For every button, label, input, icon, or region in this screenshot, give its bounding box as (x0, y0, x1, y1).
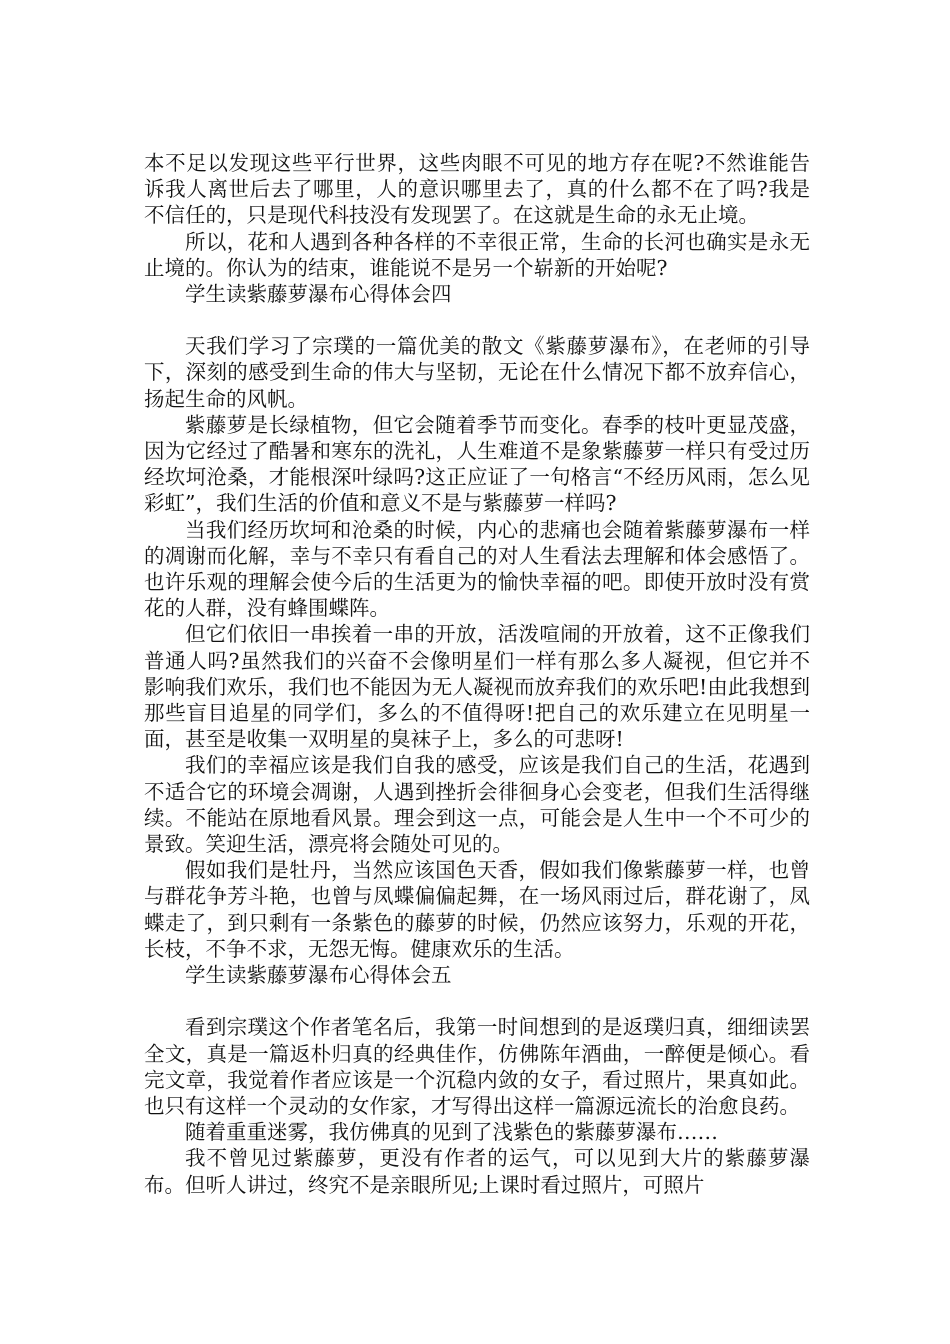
paragraph-continuation: 本不足以发现这些平行世界，这些肉眼不可见的地方存在呢?不然谁能告诉我人离世后去了哪里，人的意识哪里去了，真的什么都不在了吗?我是不信任的，只是现代科技没有发现罢了。在这就是生命的永无止境。 (144, 151, 810, 228)
paragraph: 我们的幸福应该是我们自我的感受，应该是我们自己的生活，花遇到不适合它的环境会凋谢，人遇到挫折会徘徊身心会变老，但我们生活得继续。不能站在原地看风景。理会到这一点，可能会是人生中一个不可少的景致。笑迎生活，漂亮将会随处可见的。 (144, 753, 810, 857)
blank-line (144, 307, 810, 333)
paragraph: 假如我们是牡丹，当然应该国色天香，假如我们像紫藤萝一样，也曾与群花争芳斗艳，也曾与凤蝶偏偏起舞，在一场风雨过后，群花谢了，凤蝶走了，到只剩有一条紫色的藤萝的时候，仍然应该努力，乐观的开花，长枝，不争不求，无怨无悔。健康欢乐的生活。 (144, 858, 810, 961)
blank-line (144, 988, 810, 1014)
paragraph: 随着重重迷雾，我仿佛真的见到了浅紫色的紫藤萝瀑布…… (185, 1120, 718, 1145)
document-page (144, 150, 810, 1198)
section-heading-four: 学生读紫藤萝瀑布心得体会四 (185, 282, 452, 307)
paragraph: 紫藤萝是长绿植物，但它会随着季节而变化。春季的枝叶更显茂盛，因为它经过了酷暑和寒东的洗礼，人生难道不是象紫藤萝一样只有受过历经坎坷沧桑，才能根深叶绿吗?这正应证了一句格言“不经历风雨，怎么见彩虹”，我们生活的价值和意义不是与紫藤萝一样吗? (144, 412, 810, 516)
paragraph: 但它们依旧一串挨着一串的开放，活泼喧闹的开放着，这不正像我们普通人吗?虽然我们的兴奋不会像明星们一样有那么多人凝视，但它并不影响我们欢乐，我们也不能因为无人凝视而放弃我们的欢乐吧!由此我想到那些盲目追星的同学们，多么的不值得呀!把自己的欢乐建立在见明星一面，甚至是收集一双明星的臭袜子上，多么的可悲呀! (144, 622, 810, 752)
paragraph: 天我们学习了宗璞的一篇优美的散文《紫藤萝瀑布》，在老师的引导下，深刻的感受到生命的伟大与坚韧，无论在什么情况下都不放弃信心，扬起生命的风帆。 (144, 334, 810, 411)
paragraph: 我不曾见过紫藤萝，更没有作者的运气，可以见到大片的紫藤萝瀑布。但听人讲过，终究不是亲眼所见;上课时看过照片，可照片 (144, 1146, 810, 1197)
paragraph: 看到宗璞这个作者笔名后，我第一时间想到的是返璞归真，细细读罢全文，真是一篇返朴归真的经典佳作，仿佛陈年酒曲，一醉便是倾心。看完文章，我觉着作者应该是一个沉稳内敛的女子，看过照片，果真如此。也只有这样一个灵动的女作家，才写得出这样一篇源远流长的治愈良药。 (144, 1015, 810, 1118)
section-heading-five: 学生读紫藤萝瀑布心得体会五 (185, 963, 452, 988)
paragraph: 所以，花和人遇到各种各样的不幸很正常，生命的长河也确实是永无止境的。你认为的结束，谁能说不是另一个崭新的开始呢? (144, 229, 810, 280)
paragraph: 当我们经历坎坷和沧桑的时候，内心的悲痛也会随着紫藤萝瀑布一样的凋谢而化解，幸与不幸只有看自己的对人生看法去理解和体会感悟了。也许乐观的理解会使今后的生活更为的愉快幸福的吧。即使开放时没有赏花的人群，没有蜂围蝶阵。 (144, 517, 810, 621)
